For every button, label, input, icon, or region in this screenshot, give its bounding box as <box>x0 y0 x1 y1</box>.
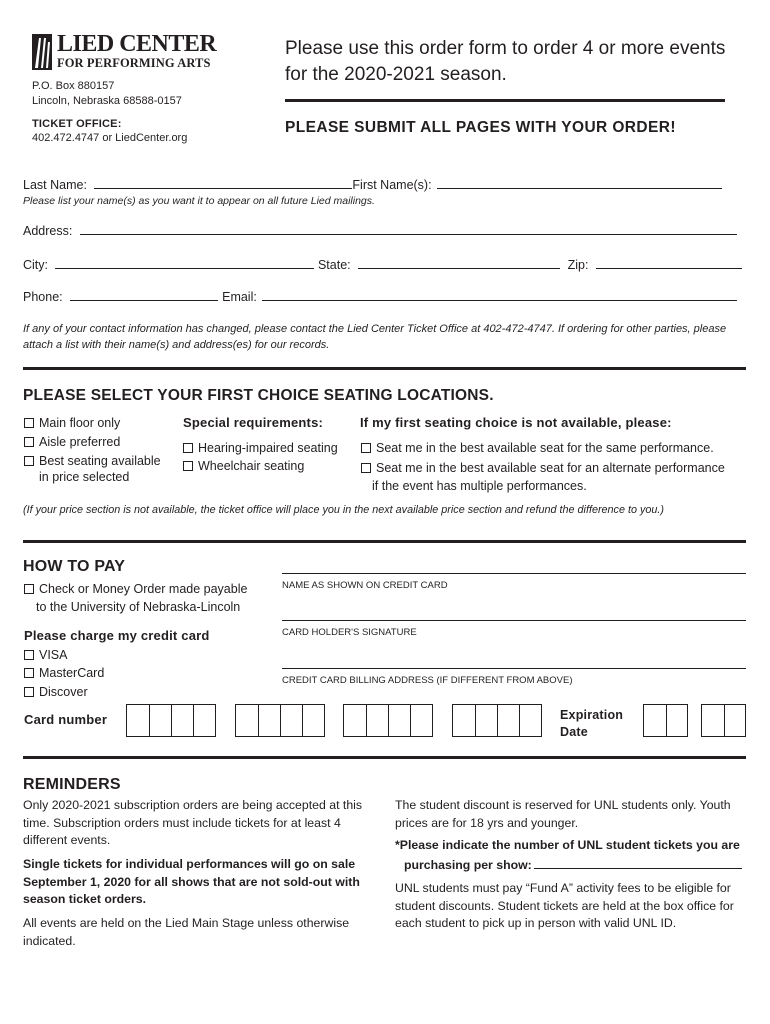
checkbox[interactable] <box>24 584 34 594</box>
billing-address-label: CREDIT CARD BILLING ADDRESS (IF DIFFERENT FROM ABOVE) <box>282 675 573 686</box>
last-name-field[interactable] <box>94 176 352 189</box>
fallback-alternate[interactable]: Seat me in the best available seat for an alternate performance <box>361 461 725 475</box>
reminder-right-3: UNL students must pay “Fund A” activity fees to be eligible for student discounts. Student tickets are held at the box office for each student to pick up in person with valid UNL ID. <box>395 881 734 930</box>
logo-mark-icon <box>32 34 52 70</box>
reminders-heading: REMINDERS <box>23 776 121 793</box>
logo-line-1: LIED CENTER <box>57 31 217 57</box>
expiration-year[interactable] <box>701 704 746 737</box>
signature-label: CARD HOLDER'S SIGNATURE <box>282 627 417 638</box>
student-tickets-row <box>404 856 742 872</box>
intro-text: Please use this order form to order 4 or more events for the 2020-2021 season. <box>285 38 726 85</box>
phone-label: Phone: <box>23 290 63 304</box>
last-name-label: Last Name: <box>23 178 87 192</box>
city-field[interactable] <box>55 256 314 269</box>
card-number-group-1[interactable] <box>126 704 216 737</box>
logo-line-2: FOR PERFORMING ARTS <box>57 56 211 70</box>
lied-center-logo <box>32 32 222 72</box>
state-field[interactable] <box>358 256 560 269</box>
reminder-right-2a: *Please indicate the number of UNL student tickets you are <box>395 838 740 852</box>
checkbox[interactable] <box>24 418 34 428</box>
special-wheelchair[interactable]: Wheelchair seating <box>183 459 304 473</box>
first-name-field[interactable] <box>437 176 722 189</box>
expiration-label-1: Expiration <box>560 708 624 722</box>
section-divider-1 <box>23 367 746 370</box>
seat-option-best[interactable]: Best seating available <box>24 454 161 468</box>
seat-option-aisle[interactable]: Aisle preferred <box>24 435 120 449</box>
seat-option-best-cont: in price selected <box>39 470 130 484</box>
first-name-label: First Name(s): <box>352 178 432 192</box>
how-to-pay-heading: HOW TO PAY <box>23 558 126 575</box>
special-hearing[interactable]: Hearing-impaired seating <box>183 441 338 455</box>
submit-notice: PLEASE SUBMIT ALL PAGES WITH YOUR ORDER! <box>285 119 676 136</box>
pay-check-option-cont: to the University of Nebraska-Lincoln <box>36 600 241 614</box>
section-divider-2 <box>23 540 746 543</box>
checkbox[interactable] <box>24 456 34 466</box>
address-label: Address: <box>23 224 73 238</box>
reminder-left-1: Only 2020-2021 subscription orders are being accepted at this time. Subscription orders must include tickets for at least 4 different events. <box>23 798 363 847</box>
header-divider <box>285 99 725 102</box>
zip-field[interactable] <box>596 256 742 269</box>
billing-address-line[interactable] <box>282 668 746 669</box>
ticket-office-label: TICKET OFFICE: <box>32 118 122 130</box>
address-line-1: P.O. Box 880157 <box>32 80 115 92</box>
student-tickets-field[interactable] <box>534 856 742 869</box>
zip-label: Zip: <box>567 258 589 272</box>
city-label: City: <box>23 258 48 272</box>
checkbox[interactable] <box>24 650 34 660</box>
pay-check-option[interactable]: Check or Money Order made payable <box>24 582 247 596</box>
seating-heading: PLEASE SELECT YOUR FIRST CHOICE SEATING LOCATIONS. <box>23 387 494 404</box>
last-name-row <box>23 176 722 192</box>
expiration-label-2: Date <box>560 725 588 739</box>
name-hint: Please list your name(s) as you want it to appear on all future Lied mailings. <box>23 195 375 207</box>
checkbox[interactable] <box>24 687 34 697</box>
card-visa[interactable]: VISA <box>24 648 68 662</box>
checkbox[interactable] <box>183 443 193 453</box>
phone-row <box>23 288 737 304</box>
section-divider-3 <box>23 756 746 759</box>
address-row <box>23 222 737 238</box>
special-heading: Special requirements: <box>183 415 324 430</box>
reminder-left-2: Single tickets for individual performances will go on sale September 1, 2020 for all shows that are not sold-out with season ticket orders. <box>23 857 360 906</box>
student-tickets-label: purchasing per show: <box>404 858 532 872</box>
address-field[interactable] <box>80 222 737 235</box>
card-number-label: Card number <box>24 712 108 727</box>
checkbox[interactable] <box>361 463 371 473</box>
checkbox[interactable] <box>24 437 34 447</box>
city-row <box>23 256 742 272</box>
checkbox[interactable] <box>24 668 34 678</box>
contact-note: If any of your contact information has changed, please contact the Lied Center Ticket Office at 402-472-4747. If ordering for other parties, please attach a list with their name(s) and address(es) for our records. <box>23 323 727 351</box>
card-number-group-4[interactable] <box>452 704 542 737</box>
ticket-office-contact: 402.472.4747 or LiedCenter.org <box>32 132 188 144</box>
name-on-card-label: NAME AS SHOWN ON CREDIT CARD <box>282 580 448 591</box>
card-discover[interactable]: Discover <box>24 685 88 699</box>
email-label: Email: <box>222 290 257 304</box>
expiration-month[interactable] <box>643 704 688 737</box>
checkbox[interactable] <box>361 443 371 453</box>
email-field[interactable] <box>262 288 737 301</box>
checkbox[interactable] <box>183 461 193 471</box>
address-line-2: Lincoln, Nebraska 68588-0157 <box>32 95 182 107</box>
phone-field[interactable] <box>70 288 218 301</box>
reminder-right-1: The student discount is reserved for UNL students only. Youth prices are for 18 yrs and younger. <box>395 798 731 830</box>
fallback-heading: If my first seating choice is not available, please: <box>360 415 672 430</box>
card-mastercard[interactable]: MasterCard <box>24 666 104 680</box>
seat-option-main-floor[interactable]: Main floor only <box>24 416 120 430</box>
charge-heading: Please charge my credit card <box>24 628 210 643</box>
fallback-same[interactable]: Seat me in the best available seat for the same performance. <box>361 441 714 455</box>
fallback-alternate-cont: if the event has multiple performances. <box>372 479 587 493</box>
state-label: State: <box>317 258 351 272</box>
name-on-card-line[interactable] <box>282 573 746 574</box>
seating-footnote: (If your price section is not available, the ticket office will place you in the next available price section and refund the difference to you.) <box>23 504 664 516</box>
reminder-left-3: All events are held on the Lied Main Stage unless otherwise indicated. <box>23 916 350 948</box>
card-number-group-3[interactable] <box>343 704 433 737</box>
signature-line[interactable] <box>282 620 746 621</box>
card-number-group-2[interactable] <box>235 704 325 737</box>
